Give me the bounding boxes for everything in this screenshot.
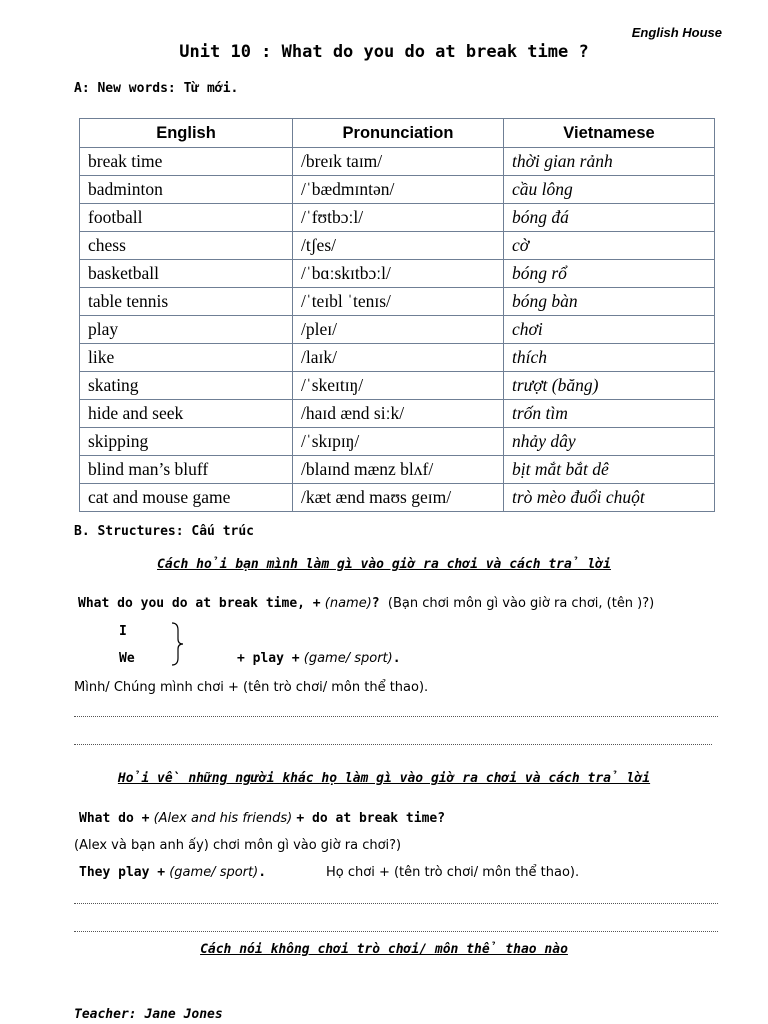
vietnamese-cell: nhảy dây: [504, 428, 715, 456]
table-row: [80, 456, 715, 484]
dotted-line: [74, 931, 718, 932]
section-a-heading: A: New words: Từ mới.: [74, 81, 239, 96]
pronoun-i: I: [119, 624, 127, 639]
game-sport-text: (game/ sport): [169, 865, 259, 880]
vocab-table: [79, 118, 715, 512]
page-title: Unit 10 : What do you do at break time ?: [179, 42, 589, 62]
header-english: English: [80, 119, 293, 148]
english-cell: badminton: [80, 176, 293, 204]
pronunciation-cell: /ˈbɑːskɪtbɔːl/: [293, 260, 504, 288]
question-1-name: (name): [324, 596, 372, 611]
answer-1-period: .: [392, 651, 401, 666]
pronunciation-cell: /ˈteɪbl ˈtenɪs/: [293, 288, 504, 316]
dotted-line: [74, 744, 712, 745]
vietnamese-cell: trốn tìm: [504, 400, 715, 428]
table-row: [80, 148, 715, 176]
vietnamese-cell: bóng rổ: [504, 260, 715, 288]
table-row: [80, 204, 715, 232]
pronunciation-cell: /pleɪ/: [293, 316, 504, 344]
pronunciation-cell: /tʃes/: [293, 232, 504, 260]
vietnamese-cell: bóng đá: [504, 204, 715, 232]
vietnamese-cell: trò mèo đuổi chuột: [504, 484, 715, 512]
vietnamese-cell: chơi: [504, 316, 715, 344]
header-pronunciation: Pronunciation: [293, 119, 504, 148]
vocab-body: [80, 148, 715, 512]
table-row: [80, 484, 715, 512]
structure-subheading-2: Hỏi về những người khác họ làm gì vào giờ ra chơi và cách trả lời: [117, 771, 651, 786]
english-cell: chess: [80, 232, 293, 260]
pronunciation-cell: /ˈfʊtbɔːl/: [293, 204, 504, 232]
english-cell: like: [80, 344, 293, 372]
table-row: [80, 232, 715, 260]
english-cell: football: [80, 204, 293, 232]
pronunciation-cell: /ˈbædmɪntən/: [293, 176, 504, 204]
pronunciation-cell: /ˈskeɪtɪŋ/: [293, 372, 504, 400]
vietnamese-cell: cờ: [504, 232, 715, 260]
pronunciation-cell: /kæt ænd maʊs geɪm/: [293, 484, 504, 512]
structure-subheading-3: Cách nói không chơi trò chơi/ môn thể thao nào: [200, 942, 568, 957]
curly-brace-icon: [170, 622, 184, 666]
answer-2-translation: Họ chơi + (tên trò chơi/ môn thể thao).: [326, 865, 580, 880]
answer-2-pattern: [79, 865, 266, 880]
english-cell: play: [80, 316, 293, 344]
english-cell: cat and mouse game: [80, 484, 293, 512]
structure-subheading-1: Cách hỏi bạn mình làm gì vào giờ ra chơi và cách trả lời: [157, 557, 611, 572]
question-2-end: + do at break time?: [296, 811, 446, 826]
vietnamese-cell: cầu lông: [504, 176, 715, 204]
question-1-text: What do you do at break time, +: [78, 596, 321, 611]
pronunciation-cell: /blaɪnd mænz blʌf/: [293, 456, 504, 484]
table-row: [80, 400, 715, 428]
dotted-line: [74, 716, 718, 717]
english-cell: basketball: [80, 260, 293, 288]
english-cell: skating: [80, 372, 293, 400]
table-row: [80, 176, 715, 204]
plus-play-text: + play +: [237, 651, 300, 666]
question-1-translation: (Bạn chơi môn gì vào giờ ra chơi, (tên )?): [387, 596, 655, 611]
question-2: [79, 811, 445, 826]
table-row: [80, 316, 715, 344]
pronunciation-cell: /ˈskɪpɪŋ/: [293, 428, 504, 456]
vietnamese-cell: thời gian rảnh: [504, 148, 715, 176]
answer-2-period: .: [258, 865, 267, 880]
question-2-translation: (Alex và bạn anh ấy) chơi môn gì vào giờ ra chơi?): [74, 838, 402, 853]
teacher-name: Teacher: Jane Jones: [74, 1007, 223, 1022]
pronunciation-cell: /breɪk taɪm/: [293, 148, 504, 176]
question-2-subject: (Alex and his friends): [153, 811, 293, 826]
pronoun-we: We: [119, 651, 135, 666]
english-cell: table tennis: [80, 288, 293, 316]
answer-1-translation: Mình/ Chúng mình chơi + (tên trò chơi/ môn thể thao).: [74, 680, 429, 695]
dotted-line: [74, 903, 718, 904]
table-row: [80, 288, 715, 316]
vietnamese-cell: bóng bàn: [504, 288, 715, 316]
header-vietnamese: Vietnamese: [504, 119, 715, 148]
brand-label: English House: [631, 25, 722, 40]
english-cell: skipping: [80, 428, 293, 456]
table-row: [80, 428, 715, 456]
question-2-start: What do +: [79, 811, 150, 826]
table-row: [80, 344, 715, 372]
question-1: [78, 596, 654, 611]
vietnamese-cell: trượt (băng): [504, 372, 715, 400]
answer-1-pattern: [237, 651, 401, 666]
english-cell: break time: [80, 148, 293, 176]
section-b-heading: B. Structures: Cấu trúc: [74, 524, 255, 539]
pronunciation-cell: /laɪk/: [293, 344, 504, 372]
vietnamese-cell: thích: [504, 344, 715, 372]
question-1-mark: ?: [371, 596, 380, 611]
game-sport-text: (game/ sport): [303, 651, 393, 666]
english-cell: hide and seek: [80, 400, 293, 428]
table-row: [80, 260, 715, 288]
vietnamese-cell: bịt mắt bắt dê: [504, 456, 715, 484]
table-row: [80, 372, 715, 400]
english-cell: blind man’s bluff: [80, 456, 293, 484]
they-play-text: They play +: [79, 865, 166, 880]
pronunciation-cell: /haɪd ænd siːk/: [293, 400, 504, 428]
vocab-header-row: [80, 119, 715, 148]
